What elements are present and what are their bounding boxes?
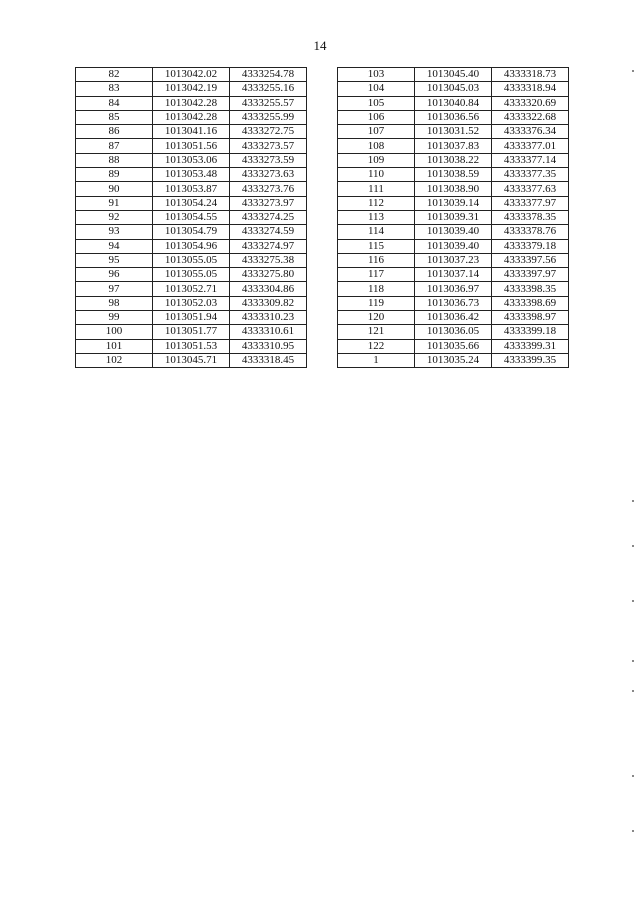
- table-row: [338, 139, 569, 153]
- table-row: [76, 339, 307, 353]
- table-row: [76, 325, 307, 339]
- table-row: [76, 68, 307, 82]
- point-number-cell: 105: [338, 96, 415, 110]
- coordinates-table-left: [75, 67, 307, 368]
- x-coordinate-cell: 1013051.56: [153, 139, 230, 153]
- y-coordinate-cell: 4333378.35: [492, 210, 569, 224]
- y-coordinate-cell: 4333377.01: [492, 139, 569, 153]
- table-row: [338, 282, 569, 296]
- point-number-cell: 85: [76, 110, 153, 124]
- x-coordinate-cell: 1013054.55: [153, 210, 230, 224]
- y-coordinate-cell: 4333376.34: [492, 125, 569, 139]
- point-number-cell: 90: [76, 182, 153, 196]
- point-number-cell: 109: [338, 153, 415, 167]
- x-coordinate-cell: 1013052.03: [153, 296, 230, 310]
- table-row: [338, 268, 569, 282]
- table-row: [76, 239, 307, 253]
- y-coordinate-cell: 4333310.23: [230, 311, 307, 325]
- point-number-cell: 101: [76, 339, 153, 353]
- y-coordinate-cell: 4333309.82: [230, 296, 307, 310]
- y-coordinate-cell: 4333399.18: [492, 325, 569, 339]
- point-number-cell: 114: [338, 225, 415, 239]
- y-coordinate-cell: 4333379.18: [492, 239, 569, 253]
- table-row: [76, 168, 307, 182]
- y-coordinate-cell: 4333274.59: [230, 225, 307, 239]
- y-coordinate-cell: 4333272.75: [230, 125, 307, 139]
- point-number-cell: 102: [76, 353, 153, 367]
- x-coordinate-cell: 1013045.71: [153, 353, 230, 367]
- table-row: [76, 196, 307, 210]
- table-row: [338, 153, 569, 167]
- table-row: [338, 96, 569, 110]
- scan-speck: [632, 775, 634, 777]
- x-coordinate-cell: 1013041.16: [153, 125, 230, 139]
- y-coordinate-cell: 4333310.61: [230, 325, 307, 339]
- y-coordinate-cell: 4333310.95: [230, 339, 307, 353]
- y-coordinate-cell: 4333322.68: [492, 110, 569, 124]
- x-coordinate-cell: 1013038.90: [415, 182, 492, 196]
- table-row: [76, 253, 307, 267]
- x-coordinate-cell: 1013045.40: [415, 68, 492, 82]
- x-coordinate-cell: 1013051.77: [153, 325, 230, 339]
- y-coordinate-cell: 4333377.97: [492, 196, 569, 210]
- table-row: [338, 225, 569, 239]
- point-number-cell: 103: [338, 68, 415, 82]
- table-row: [338, 353, 569, 367]
- table-row: [338, 168, 569, 182]
- y-coordinate-cell: 4333397.97: [492, 268, 569, 282]
- table-row: [76, 82, 307, 96]
- table-row: [76, 96, 307, 110]
- y-coordinate-cell: 4333304.86: [230, 282, 307, 296]
- x-coordinate-cell: 1013035.66: [415, 339, 492, 353]
- x-coordinate-cell: 1013039.40: [415, 239, 492, 253]
- point-number-cell: 106: [338, 110, 415, 124]
- x-coordinate-cell: 1013036.56: [415, 110, 492, 124]
- scan-speck: [632, 690, 634, 692]
- table-row: [76, 210, 307, 224]
- x-coordinate-cell: 1013039.14: [415, 196, 492, 210]
- point-number-cell: 88: [76, 153, 153, 167]
- point-number-cell: 108: [338, 139, 415, 153]
- table-row: [338, 196, 569, 210]
- x-coordinate-cell: 1013045.03: [415, 82, 492, 96]
- point-number-cell: 83: [76, 82, 153, 96]
- table-row: [338, 125, 569, 139]
- point-number-cell: 93: [76, 225, 153, 239]
- coordinates-table-right: [337, 67, 569, 368]
- table-row: [338, 325, 569, 339]
- table-row: [338, 296, 569, 310]
- y-coordinate-cell: 4333377.14: [492, 153, 569, 167]
- point-number-cell: 117: [338, 268, 415, 282]
- y-coordinate-cell: 4333255.16: [230, 82, 307, 96]
- scan-speck: [632, 545, 634, 547]
- x-coordinate-cell: 1013042.28: [153, 110, 230, 124]
- x-coordinate-cell: 1013053.87: [153, 182, 230, 196]
- point-number-cell: 89: [76, 168, 153, 182]
- page-number: 14: [313, 38, 327, 53]
- y-coordinate-cell: 4333318.45: [230, 353, 307, 367]
- x-coordinate-cell: 1013036.05: [415, 325, 492, 339]
- point-number-cell: 104: [338, 82, 415, 96]
- scan-speck: [632, 660, 634, 662]
- scan-speck: [632, 500, 634, 502]
- y-coordinate-cell: 4333398.97: [492, 311, 569, 325]
- point-number-cell: 118: [338, 282, 415, 296]
- y-coordinate-cell: 4333399.31: [492, 339, 569, 353]
- table-row: [76, 311, 307, 325]
- table-row: [338, 68, 569, 82]
- x-coordinate-cell: 1013039.40: [415, 225, 492, 239]
- point-number-cell: 86: [76, 125, 153, 139]
- y-coordinate-cell: 4333274.25: [230, 210, 307, 224]
- point-number-cell: 121: [338, 325, 415, 339]
- point-number-cell: 111: [338, 182, 415, 196]
- point-number-cell: 100: [76, 325, 153, 339]
- table-row: [338, 110, 569, 124]
- x-coordinate-cell: 1013031.52: [415, 125, 492, 139]
- x-coordinate-cell: 1013055.05: [153, 268, 230, 282]
- x-coordinate-cell: 1013036.97: [415, 282, 492, 296]
- table-row: [76, 296, 307, 310]
- point-number-cell: 92: [76, 210, 153, 224]
- point-number-cell: 97: [76, 282, 153, 296]
- point-number-cell: 113: [338, 210, 415, 224]
- x-coordinate-cell: 1013040.84: [415, 96, 492, 110]
- x-coordinate-cell: 1013055.05: [153, 253, 230, 267]
- table-row: [338, 311, 569, 325]
- y-coordinate-cell: 4333273.63: [230, 168, 307, 182]
- table-row: [76, 225, 307, 239]
- y-coordinate-cell: 4333275.38: [230, 253, 307, 267]
- table-row: [338, 239, 569, 253]
- point-number-cell: 91: [76, 196, 153, 210]
- y-coordinate-cell: 4333399.35: [492, 353, 569, 367]
- y-coordinate-cell: 4333377.35: [492, 168, 569, 182]
- table-row: [338, 339, 569, 353]
- x-coordinate-cell: 1013037.83: [415, 139, 492, 153]
- y-coordinate-cell: 4333273.59: [230, 153, 307, 167]
- y-coordinate-cell: 4333318.94: [492, 82, 569, 96]
- y-coordinate-cell: 4333273.76: [230, 182, 307, 196]
- y-coordinate-cell: 4333320.69: [492, 96, 569, 110]
- scan-speck: [632, 600, 634, 602]
- table-row: [338, 210, 569, 224]
- point-number-cell: 110: [338, 168, 415, 182]
- table-row: [76, 125, 307, 139]
- x-coordinate-cell: 1013035.24: [415, 353, 492, 367]
- table-row: [76, 182, 307, 196]
- point-number-cell: 112: [338, 196, 415, 210]
- x-coordinate-cell: 1013053.48: [153, 168, 230, 182]
- table-row: [338, 82, 569, 96]
- point-number-cell: 94: [76, 239, 153, 253]
- point-number-cell: 99: [76, 311, 153, 325]
- x-coordinate-cell: 1013051.94: [153, 311, 230, 325]
- point-number-cell: 107: [338, 125, 415, 139]
- x-coordinate-cell: 1013038.22: [415, 153, 492, 167]
- point-number-cell: 98: [76, 296, 153, 310]
- y-coordinate-cell: 4333318.73: [492, 68, 569, 82]
- y-coordinate-cell: 4333255.57: [230, 96, 307, 110]
- y-coordinate-cell: 4333397.56: [492, 253, 569, 267]
- x-coordinate-cell: 1013042.19: [153, 82, 230, 96]
- table-row: [338, 182, 569, 196]
- scan-speck: [632, 70, 634, 72]
- scan-speck: [632, 830, 634, 832]
- x-coordinate-cell: 1013039.31: [415, 210, 492, 224]
- point-number-cell: 1: [338, 353, 415, 367]
- point-number-cell: 116: [338, 253, 415, 267]
- x-coordinate-cell: 1013052.71: [153, 282, 230, 296]
- y-coordinate-cell: 4333275.80: [230, 268, 307, 282]
- point-number-cell: 119: [338, 296, 415, 310]
- x-coordinate-cell: 1013037.23: [415, 253, 492, 267]
- point-number-cell: 82: [76, 68, 153, 82]
- point-number-cell: 87: [76, 139, 153, 153]
- table-row: [76, 153, 307, 167]
- y-coordinate-cell: 4333273.57: [230, 139, 307, 153]
- point-number-cell: 120: [338, 311, 415, 325]
- table-row: [76, 353, 307, 367]
- table-row: [338, 253, 569, 267]
- point-number-cell: 96: [76, 268, 153, 282]
- x-coordinate-cell: 1013054.96: [153, 239, 230, 253]
- x-coordinate-cell: 1013037.14: [415, 268, 492, 282]
- table-row: [76, 268, 307, 282]
- y-coordinate-cell: 4333255.99: [230, 110, 307, 124]
- point-number-cell: 122: [338, 339, 415, 353]
- y-coordinate-cell: 4333398.69: [492, 296, 569, 310]
- y-coordinate-cell: 4333378.76: [492, 225, 569, 239]
- x-coordinate-cell: 1013036.42: [415, 311, 492, 325]
- x-coordinate-cell: 1013042.02: [153, 68, 230, 82]
- x-coordinate-cell: 1013051.53: [153, 339, 230, 353]
- point-number-cell: 95: [76, 253, 153, 267]
- y-coordinate-cell: 4333273.97: [230, 196, 307, 210]
- y-coordinate-cell: 4333398.35: [492, 282, 569, 296]
- y-coordinate-cell: 4333377.63: [492, 182, 569, 196]
- table-row: [76, 110, 307, 124]
- x-coordinate-cell: 1013054.24: [153, 196, 230, 210]
- point-number-cell: 84: [76, 96, 153, 110]
- x-coordinate-cell: 1013038.59: [415, 168, 492, 182]
- x-coordinate-cell: 1013054.79: [153, 225, 230, 239]
- x-coordinate-cell: 1013042.28: [153, 96, 230, 110]
- y-coordinate-cell: 4333254.78: [230, 68, 307, 82]
- table-row: [76, 282, 307, 296]
- table-row: [76, 139, 307, 153]
- x-coordinate-cell: 1013053.06: [153, 153, 230, 167]
- y-coordinate-cell: 4333274.97: [230, 239, 307, 253]
- point-number-cell: 115: [338, 239, 415, 253]
- x-coordinate-cell: 1013036.73: [415, 296, 492, 310]
